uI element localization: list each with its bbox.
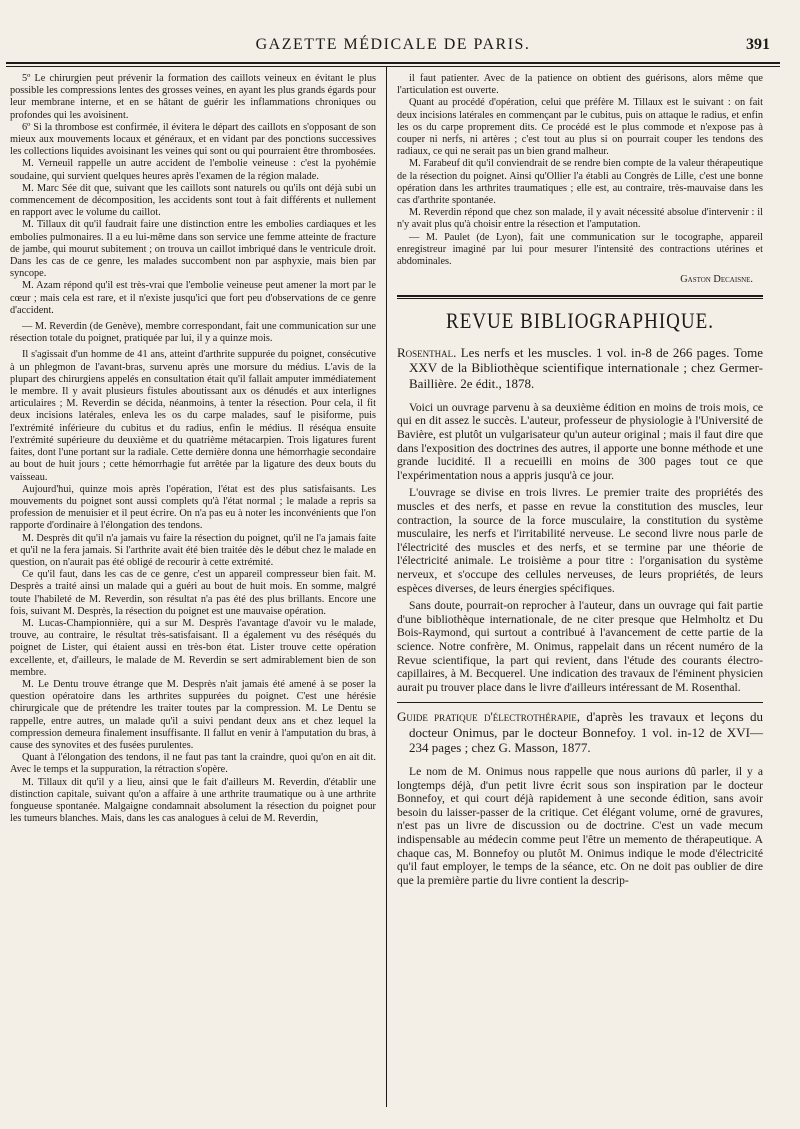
bib-details: Les nerfs et les muscles. 1 vol. in-8 de 266 pages. Tome XXV de la Bibliothèque scientifique internationale ; chez Germer-Baillière. 2e édit., 1878. — [409, 345, 763, 391]
columns — [6, 67, 780, 1107]
paragraph: — M. Reverdin (de Genève), membre correspondant, fait une communication sur une résection totale du poignet, pratiquée par lui, il y a quinze mois. — [10, 321, 376, 345]
paragraph: il faut patienter. Avec de la patience on obtient des guérisons, alors même que l'articulation est ouverte. — [397, 73, 763, 97]
section-title: REVUE BIBLIOGRAPHIQUE. — [446, 309, 714, 334]
bib-author: Guide pratique d'électrothérapie, — [397, 709, 581, 725]
paragraph: Ce qu'il faut, dans les cas de ce genre, c'est un appareil compresseur bien fait. M. Desprès a traité ainsi un malade qui a guéri au bout de huit mois. En somme, malgré toute l'habileté de M. Reverdin, son résultat n'a pas été des plus brillants. Encore une fois, suivant M. Desprès, la résection du poignet est une mauvaise opération. — [10, 569, 376, 617]
bib-author: Rosenthal. — [397, 345, 457, 361]
review-paragraph: Voici un ouvrage parvenu à sa deuxième édition en moins de trois mois, ce qui en dit assez le succès. L'auteur, professeur de physiologie à l'Université de Bavière, est plutôt un vulgarisateur qu'un auteur original ; mais il faut dire que dans l'exposition des doctrines des autres, il apporte une bonne méthode et une grande lucidité. Il a recueilli en moins de 300 pages tout ce que l'expérimentation nous a appris jusqu'à ce jour. — [397, 400, 763, 482]
section-rule — [397, 295, 763, 297]
bibliography-entry — [397, 345, 763, 391]
review-paragraph: L'ouvrage se divise en trois livres. Le premier traite des propriétés des muscles et des nerfs, et passe en revue la constitution des muscles, leur contraction, la source de la force musculaire, la constitution du système musculaire, les nerfs et l'irritabilité nerveuse. Le second livre nous parle de l'électricité des muscles et des nerfs, et se termine par une théorie de l'électricité animale. Le troisième a pour titre : l'organisation du système nerveux, et s'occupe des cellules nerveuses, de leurs propriétés, de leurs espèces diverses, de leurs énergies spécifiques. — [397, 486, 763, 595]
paragraph: Aujourd'hui, quinze mois après l'opération, l'état est des plus satisfaisants. Les mouvements du poignet sont aussi complets qu'à l'état normal ; le malade a repris sa profession de menuisier et il peut écrire. On n'a pas eu à noter les inconvénients que l'on rapporte d'ordinaire à l'élongation des tendons. — [10, 483, 376, 532]
paragraph: M. Tillaux dit qu'il y a lieu, ainsi que le fait d'ailleurs M. Reverdin, d'établir une distinction capitale, suivant qu'on a affaire à une arthrite traumatique ou à une arthrite fongueuse spontanée. Malgaigne condamnait absolument la résection du poignet pour les tumeurs blanches. Mais, dans les cas analogues à celui de M. Reverdin, — [10, 776, 376, 825]
left-column — [6, 67, 386, 1107]
paragraph: 6º Si la thrombose est confirmée, il évitera le départ des caillots en s'opposant de son mieux aux mouvements locaux et généraux, et en vidant par des ponctions successives les collections liquides avoisinant les veines qui sont ou qui pourraient être thrombosées. — [10, 121, 376, 158]
author-signature: Gaston Decaisne. — [680, 274, 753, 286]
paragraph: M. Farabeuf dit qu'il conviendrait de se rendre bien compte de la valeur thérapeutique de la résection du poignet. Ainsi qu'Ollier l'a établi au Congrès de Lille, c'est une bonne opération dans les arthrites traumatiques ; elle est, au contraire, très-mauvaise dans les cas d'arthrite spontanée. — [397, 158, 763, 207]
review-paragraph: Le nom de M. Onimus nous rappelle que nous aurions dû parler, il y a longtemps déjà, d'un petit livre écrit sous son inspiration par le docteur Bonnefoy, et qui court déjà rapidement à une seconde édition, sans avoir besoin du laisser-passer de la critique. Cet élégant volume, orné de gravures, n'est pas un livre de discussion ou de doctrine. C'est un vade mecum indispensable au médecin comme peut l'être un memento de thérapeutique. A chaque cas, M. Bonnefoy ou plutôt M. Onimus indique le mode d'électricité qu'il faut employer, le temps de la séance, etc. On ne doit pas oublier de dire que la première partie du livre contient la descrip- — [397, 764, 763, 887]
masthead — [6, 28, 780, 58]
paragraph: M. Desprès dit qu'il n'a jamais vu faire la résection du poignet, qu'il ne l'a jamais faite et qu'il ne la fera jamais. Si l'arthrite avait été bien traitée dès le début chez le malade en question, on n'aurait pas été obligé de recourir à cette extrémité. — [10, 532, 376, 568]
paragraph: Quant au procédé d'opération, celui que préfère M. Tillaux est le suivant : on fait deux incisions latérales en commençant par le cubitus, puis on attaque le radius, et enfin les os du carpe proprement dits. Ce procédé est le plus commode et n'expose pas à couper ni nerfs, ni artères ; c'est tout au plus si on pourrait couper les tendons des radiaux, ce qui ne serait pas un bien grand malheur. — [397, 97, 763, 158]
paragraph: M. Reverdin répond que chez son malade, il y avait nécessité absolue d'intervenir : il n'y avait plus qu'à choisir entre la résection et l'amputation. — [397, 207, 763, 231]
paragraph: M. Verneuil rappelle un autre accident de l'embolie veineuse : c'est la pyohémie soudaine, qui survient quelques heures après l'examen de la région malade. — [10, 158, 376, 182]
bibliography-entry — [397, 702, 763, 755]
section-rule-thin — [397, 298, 763, 299]
paragraph: M. Marc Sée dit que, suivant que les caillots sont naturels ou qu'ils ont déjà subi un commencement de décomposition, les accidents sont tout à fait différents et nullement en rapport avec le volume du caillot. — [10, 182, 376, 219]
bib-details: d'après les travaux et leçons du docteur Onimus, par le docteur Bonnefoy. 1 vol. in-12 de XVI—234 pages ; chez G. Masson, 1877. — [409, 709, 763, 755]
paragraph: M. Le Dentu trouve étrange que M. Desprès n'ait jamais été amené à se poser la question opératoire dans les arthrites suppurées du poignet. C'est une hérésie chirurgicale que de prétendre les traiter toutes par la compression. M. Le Dentu se rappelle, entre autres, un malade qu'il a suivi pendant deux ans et chez lequel la compression demeura finalement insuffisante. Il fallut en venir à l'amputation du bras, à cause des synovites et des fusées purulentes. — [10, 678, 376, 751]
header-rule — [6, 62, 780, 64]
paragraph: M. Tillaux dit qu'il faudrait faire une distinction entre les embolies cardiaques et les embolies pulmonaires. Il a eu lui-même dans son service une femme atteinte de fracture de jambe, qui mourut subitement ; on trouva un caillot imbriqué dans le ventricule droit. Dans les cas de ce genre, les malades succombent non par asphyxie, mais bien par syncope. — [10, 219, 376, 280]
page-number: 391 — [746, 36, 770, 53]
paragraph: — M. Paulet (de Lyon), fait une communication sur le tocographe, appareil enregistreur imaginé par lui pour mesurer l'intensité des contractions utérines et abdominales. — [397, 231, 763, 268]
right-column — [387, 67, 767, 1107]
paragraph: 5º Le chirurgien peut prévenir la formation des caillots veineux en évitant le plus possible les compressions lentes des grosses veines, en ayant les plus grands égards pour leur membrane interne, et en se hâtant de guérir les inflammations chroniques ou profondes qui les avoisinent. — [10, 73, 376, 121]
journal-title: GAZETTE MÉDICALE DE PARIS. — [255, 36, 531, 53]
review-paragraph: Sans doute, pourrait-on reprocher à l'auteur, dans un ouvrage qui fait partie d'une bibliothèque internationale, de ne citer presque que Helmholtz et Du Bois-Raymond, qui surtout a contribué à l'avancement de cette partie de la science. Notre confrère, M. Onimus, rappelait dans un récent numéro de la Revue scientifique, la part qui revient, dans l'étude des courants électro-capillaires, à M. Becquerel. Une indication des travaux de l'éminent physicien aurait pu trouver place dans le livre d'ailleurs intéressant de M. Rosenthal. — [397, 599, 763, 694]
paragraph: Il s'agissait d'un homme de 41 ans, atteint d'arthrite suppurée du poignet, consécutive à un phlegmon de l'avant-bras, survenu après une morsure du médius. L'avis de la plupart des chirurgiens appelés en consultation était qu'il fallait amputer immédiatement le membre. Il y avait plusieurs fistules aboutissant aux os dénudés et aux interlignes articulaires ; M. Reverdin se décida, néanmoins, à tenter la résection. Pour cela, il fit deux incisions latérales, enleva les os du carpe malades, sauf le pisiforme, puis l'extrémité inférieure du cubitus et du radius, enfin le médius. Il réséqua ensuite l'extrémité supérieure du deuxième et du quatrième métacarpien. Trois ligatures furent faites, dont l'une portant sur la radiale. Cette dernière donna une hémorrhagie secondaire au bout de huit jours ; cette hémorrhagie fut arrêtée par la ligature des deux bouts du vaisseau. — [10, 349, 376, 483]
paragraph: M. Lucas-Championnière, qui a sur M. Desprès l'avantage d'avoir vu le malade, trouve, au contraire, le résultat très-satisfaisant. Il a également vu des réséqués du poignet de Lister, qui étaient aussi en très-bon état. Lister trouve cette opération excellente, et, d'ailleurs, le malade de M. Reverdin se sert admirablement bien de son membre. — [10, 617, 376, 678]
paragraph: Quant à l'élongation des tendons, il ne faut pas tant la craindre, quoi qu'on en ait dit. Avec le temps et la suppuration, la rétraction s'opère. — [10, 752, 376, 776]
paragraph: M. Azam répond qu'il est très-vrai que l'embolie veineuse peut amener la mort par le cœur ; mais cela est rare, et il n'existe jusqu'ici que fort peu d'observations de ce genre d'accident. — [10, 280, 376, 316]
